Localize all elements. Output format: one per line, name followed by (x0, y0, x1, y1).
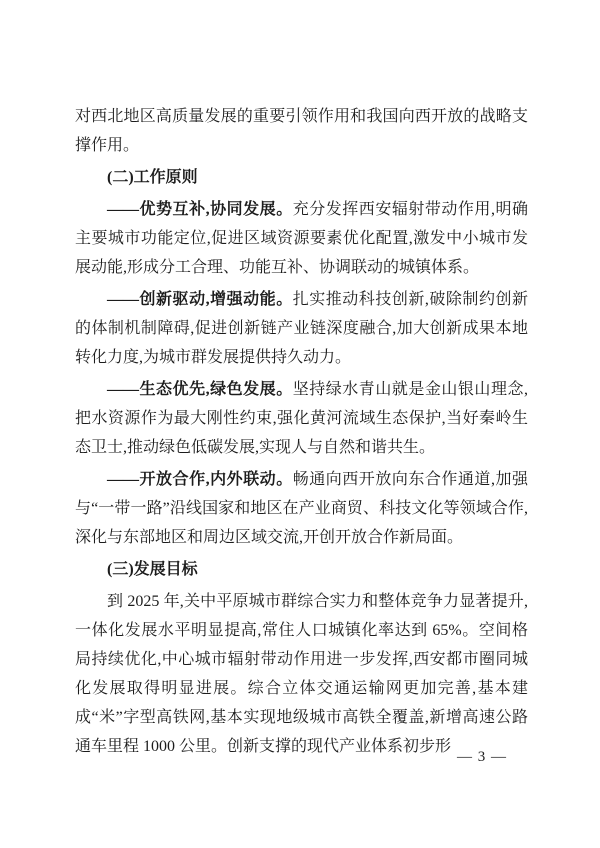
paragraph-text: 坚持绿水青山就是金山银山理念,把水资源作为最大刚性约束,强化黄河流域生态保护,当好秦岭生态卫士,推动绿色低碳发展,实现人与自然和谐共生。 (75, 381, 528, 456)
paragraph-continued: 对西北地区高质量发展的重要引领作用和我国向西开放的战略支撑作用。 (75, 108, 528, 154)
paragraph-body: 到 2025 年,关中平原城市群综合实力和整体竞争力显著提升,一体化发展水平明显提高,常住人口城镇化率达到 65%。空间格局持续优化,中心城市辐射带动作用进一步发挥,西安都市圈同城化发展取得明显进展。综合立体交通运输网更加完善,基本建成“米”字型高铁网,基本实现地级城市高铁全覆盖,新增高速公路通车里程 1000 公里。创新支撑的现代产业体系初步形 (75, 593, 528, 755)
paragraph-lead: ——开放合作,内外联动。 (107, 471, 293, 488)
paragraph-dash-item (75, 282, 528, 372)
paragraph-lead: ——创新驱动,增强动能。 (107, 291, 293, 308)
paragraph-text: 畅通向西开放向东合作通道,加强与“一带一路”沿线国家和地区在产业商贸、科技文化等领域合作,深化与东部地区和周边区域交流,开创开放合作新局面。 (75, 471, 528, 546)
page-number: — 3 — (457, 749, 507, 765)
paragraph-text: 充分发挥西安辐射带动作用,明确主要城市功能定位,促进区域资源要素优化配置,激发中小城市发展动能,形成分工合理、功能互补、协调联动的城镇体系。 (75, 201, 528, 276)
paragraph-lead: ——优势互补,协同发展。 (107, 201, 293, 218)
paragraph-dash-item (75, 192, 528, 282)
paragraph-dash-item (75, 462, 528, 552)
paragraph-text: 扎实推动科技创新,破除制约创新的体制机制障碍,促进创新链产业链深度融合,加大创新成果本地转化力度,为城市群发展提供持久动力。 (75, 291, 528, 366)
section-heading-work-principles: (二)工作原则 (107, 169, 198, 186)
paragraph-dash-item (75, 372, 528, 462)
document-body (75, 99, 528, 761)
paragraph-lead: ——生态优先,绿色发展。 (107, 381, 293, 398)
section-heading-development-goals: (三)发展目标 (107, 561, 198, 578)
